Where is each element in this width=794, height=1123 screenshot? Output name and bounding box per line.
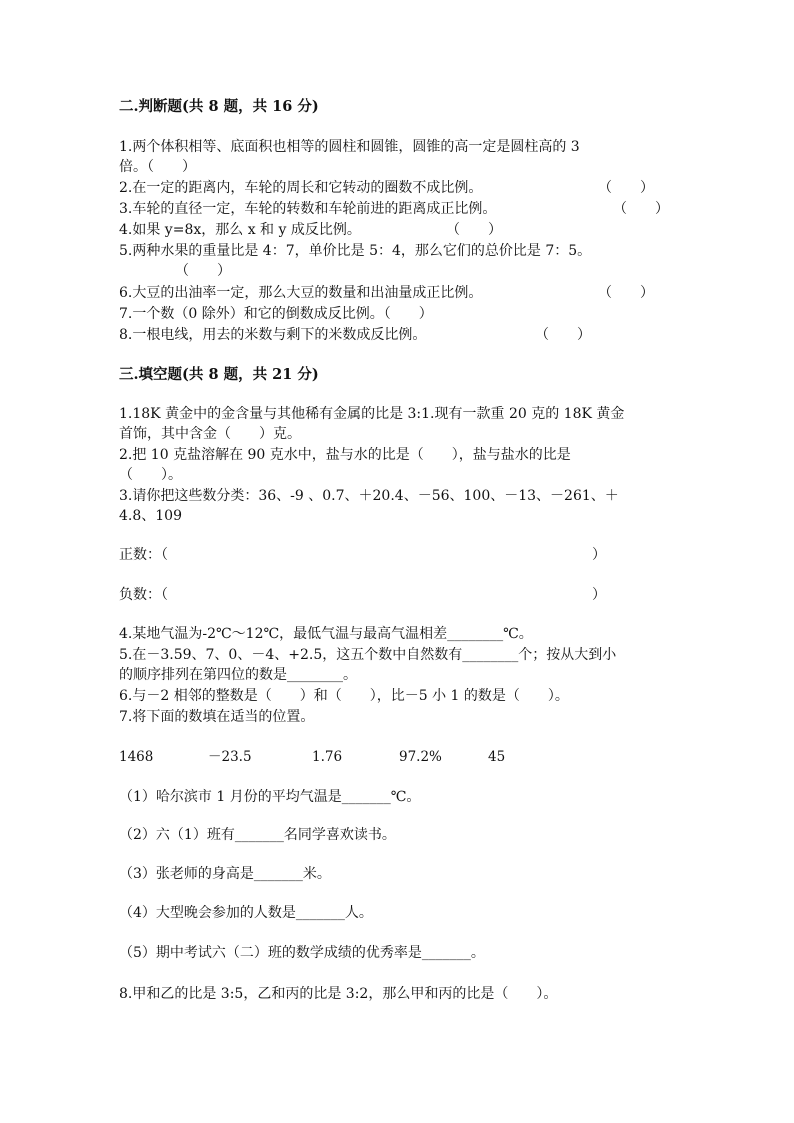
judge-q3-answer-paren: （ ） [613, 201, 669, 217]
judge-q4-answer-paren: （ ） [446, 222, 502, 238]
fill-q7-sub4: （4）大型晚会参加的人数是_______人。 [119, 905, 373, 921]
negative-numbers-label: 负数：（ [119, 587, 168, 603]
number-1468: 1468 [119, 749, 154, 765]
judge-q8: 8.一根电线，用去的米数与剩下的米数成反比例。 [119, 327, 427, 343]
fill-q1-line1: 1.18K 黄金中的金含量与其他稀有金属的比是 3:1.现有一款重 20 克的 18K 黄金 [119, 406, 625, 422]
negative-numbers-close-paren: ） [592, 587, 606, 603]
fill-q2-line1: 2.把 10 克盐溶解在 90 克水中，盐与水的比是（ ），盐与盐水的比是 [119, 447, 571, 463]
fill-q4: 4.某地气温为-2℃～12℃，最低气温与最高气温相差________℃。 [119, 626, 533, 642]
number-45: 45 [488, 749, 506, 765]
judge-q2: 2.在一定的距离内，车轮的周长和它转动的圈数不成比例。 [119, 180, 483, 196]
section-3-title: 三.填空题(共 8 题，共 21 分) [119, 366, 319, 383]
fill-q3-line1: 3.请你把这些数分类：36、-9 、0.7、＋20.4、－56、100、－13、－261、＋ [119, 488, 619, 504]
judge-q1-line2: 倍。（ ） [119, 159, 196, 175]
judge-q6-answer-paren: （ ） [598, 285, 654, 301]
fill-q5-line2: 的顺序排列在第四位的数是________。 [119, 667, 357, 683]
fill-q7-sub3: （3）张老师的身高是_______米。 [119, 866, 331, 882]
fill-q2-line2: （ ）。 [119, 467, 182, 483]
fill-q7: 7.将下面的数填在适当的位置。 [119, 709, 315, 725]
judge-q1-line1: 1.两个体积相等、底面积也相等的圆柱和圆锥，圆锥的高一定是圆柱高的 3 [119, 139, 580, 155]
positive-numbers-close-paren: ） [592, 547, 606, 563]
judge-q6: 6.大豆的出油率一定，那么大豆的数量和出油量成正比例。 [119, 285, 483, 301]
judge-q4: 4.如果 y=8x，那么 x 和 y 成反比例。 [119, 222, 361, 238]
fill-q7-sub1: （1）哈尔滨市 1 月份的平均气温是_______℃。 [119, 789, 421, 805]
judge-q2-answer-paren: （ ） [598, 180, 654, 196]
judge-q3: 3.车轮的直径一定，车轮的转数和车轮前进的距离成正比例。 [119, 201, 497, 217]
fill-q5-line1: 5.在－3.59、7、0、－4、+2.5，这五个数中自然数有________个；按从大到小 [119, 647, 617, 663]
judge-q8-answer-paren: （ ） [535, 327, 591, 343]
fill-q7-sub2: （2）六（1）班有_______名同学喜欢读书。 [119, 827, 396, 843]
judge-q7: 7.一个数（0 除外）和它的倒数成反比例。（ ） [119, 306, 433, 322]
fill-q1-line2: 首饰，其中含金（ ）克。 [119, 426, 301, 442]
section-2-title: 二.判断题(共 8 题，共 16 分) [119, 98, 319, 115]
number-neg-23-5: －23.5 [208, 749, 252, 765]
fill-q3-line2: 4.8、109 [119, 508, 182, 524]
judge-q5-answer-paren: （ ） [175, 263, 231, 279]
number-1-76: 1.76 [312, 749, 343, 765]
fill-q6: 6.与－2 相邻的整数是（ ）和（ ），比－5 小 1 的数是（ ）。 [119, 688, 569, 704]
number-97-2-percent: 97.2% [399, 749, 442, 765]
fill-q7-sub5: （5）期中考试六（二）班的数学成绩的优秀率是_______。 [119, 945, 485, 961]
fill-q8: 8.甲和乙的比是 3:5，乙和丙的比是 3:2，那么甲和丙的比是（ ）。 [119, 986, 558, 1002]
judge-q5-line1: 5.两种水果的重量比是 4：7，单价比是 5：4，那么它们的总价比是 7：5。 [119, 243, 592, 259]
positive-numbers-label: 正数：（ [119, 547, 168, 563]
